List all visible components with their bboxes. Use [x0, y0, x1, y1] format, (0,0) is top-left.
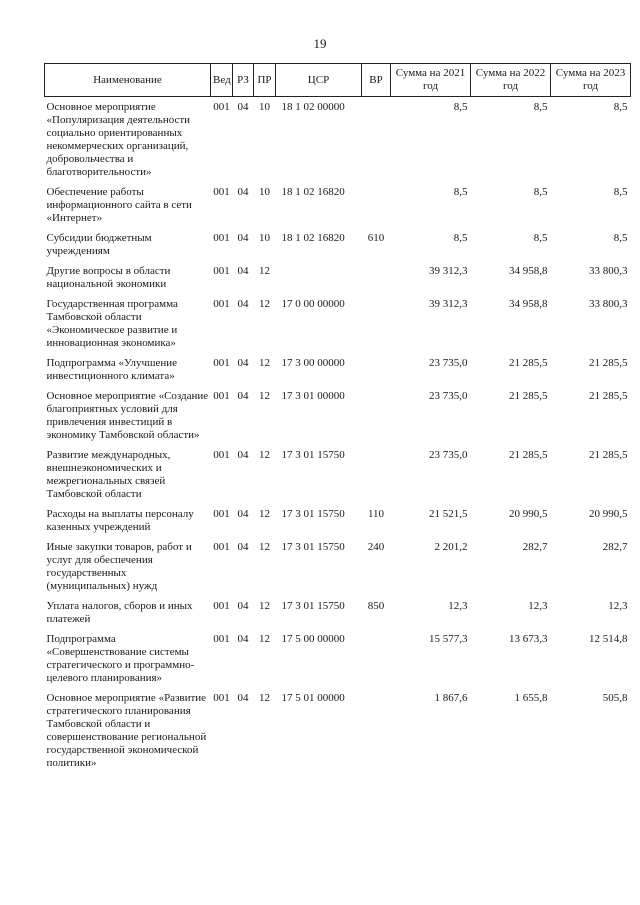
- cell-sum-2023: 21 285,5: [589, 390, 628, 402]
- cell-vr: [362, 688, 391, 773]
- cell-sum-2022: 12,3: [528, 600, 548, 612]
- cell-sum-2023: 505,8: [602, 692, 628, 704]
- cell-rz: 04: [237, 600, 249, 612]
- cell-name: Обеспечение работы информационного сайта в сети «Интернет»: [46, 186, 192, 224]
- cell-name: Подпрограмма «Улучшение инвестиционного климата»: [46, 357, 178, 382]
- cell-sum-2021: 8,5: [453, 101, 468, 113]
- page-number: 19: [313, 36, 327, 51]
- cell-rz: 04: [237, 541, 249, 553]
- cell-name: Развитие международных, внешнеэкономических и межрегиональных связей Тамбовской области: [46, 449, 171, 500]
- cell-ved: 001: [213, 600, 230, 612]
- cell-sum-2023: 12 514,8: [589, 633, 628, 645]
- cell-csr: 17 5 01 00000: [281, 692, 345, 704]
- cell-pr: 12: [259, 357, 270, 369]
- cell-csr: 18 1 02 16820: [281, 186, 345, 198]
- cell-sum-2022: 21 285,5: [509, 357, 548, 369]
- cell-sum-2022: 21 285,5: [509, 449, 548, 461]
- cell-ved: 001: [213, 232, 230, 244]
- cell-sum-2023: 21 285,5: [589, 449, 628, 461]
- cell-vr: 610: [367, 232, 385, 244]
- cell-csr: 17 3 01 15750: [281, 449, 345, 461]
- cell-pr: 12: [259, 600, 270, 612]
- cell-csr: 17 5 00 00000: [281, 633, 345, 645]
- cell-sum-2021: 23 735,0: [429, 390, 468, 402]
- cell-vr: [362, 386, 391, 445]
- cell-csr: 17 0 00 00000: [281, 298, 345, 310]
- cell-sum-2022: 21 285,5: [509, 390, 548, 402]
- cell-sum-2021: 39 312,3: [429, 265, 468, 277]
- cell-rz: 04: [237, 232, 249, 244]
- cell-rz: 04: [237, 633, 249, 645]
- cell-csr: 17 3 01 15750: [281, 600, 345, 612]
- cell-ved: 001: [213, 541, 230, 553]
- cell-vr: [362, 294, 391, 353]
- cell-sum-2022: 20 990,5: [509, 508, 548, 520]
- cell-name: Основное мероприятие «Создание благоприятных условий для привлечения инвестиций в экономику Тамбовской области»: [46, 390, 209, 441]
- cell-sum-2023: 33 800,3: [589, 265, 628, 277]
- cell-name: Расходы на выплаты персоналу казенных учреждений: [46, 508, 194, 533]
- cell-sum-2021: 8,5: [453, 232, 468, 244]
- cell-csr: [276, 261, 362, 294]
- cell-vr: [362, 261, 391, 294]
- cell-rz: 04: [237, 449, 249, 461]
- cell-name: Основное мероприятие «Развитие стратегического планирования Тамбовской области и совершенствование региональной государственной экономической политики»: [46, 692, 207, 769]
- cell-ved: 001: [213, 357, 230, 369]
- cell-sum-2023: 20 990,5: [589, 508, 628, 520]
- table-row: [45, 688, 631, 773]
- table-row: [45, 182, 631, 228]
- cell-sum-2021: 23 735,0: [429, 449, 468, 461]
- cell-sum-2022: 1 655,8: [514, 692, 548, 704]
- cell-vr: [362, 353, 391, 386]
- header-sum-2021: Сумма на 2021 год: [391, 64, 471, 97]
- header-csr: ЦСР: [276, 64, 362, 97]
- cell-vr: 240: [367, 541, 385, 553]
- cell-pr: 12: [259, 633, 270, 645]
- cell-sum-2023: 33 800,3: [589, 298, 628, 310]
- cell-sum-2022: 8,5: [533, 101, 548, 113]
- cell-pr: 12: [259, 692, 270, 704]
- cell-vr: 110: [367, 508, 385, 520]
- table-row: [45, 228, 631, 261]
- cell-ved: 001: [213, 633, 230, 645]
- cell-sum-2021: 21 521,5: [429, 508, 468, 520]
- header-vr: ВР: [362, 64, 391, 97]
- cell-vr: [362, 629, 391, 688]
- cell-csr: 17 3 00 00000: [281, 357, 345, 369]
- cell-rz: 04: [237, 692, 249, 704]
- cell-name: Государственная программа Тамбовской области «Экономическое развитие и инновационная экономика»: [46, 298, 178, 349]
- header-ved: Вед: [211, 64, 233, 97]
- cell-pr: 10: [259, 186, 270, 198]
- cell-csr: 18 1 02 00000: [281, 101, 345, 113]
- cell-sum-2022: 34 958,8: [509, 265, 548, 277]
- cell-ved: 001: [213, 186, 230, 198]
- cell-sum-2021: 1 867,6: [434, 692, 468, 704]
- cell-pr: 10: [259, 101, 270, 113]
- cell-sum-2021: 15 577,3: [429, 633, 468, 645]
- cell-pr: 12: [259, 541, 270, 553]
- cell-pr: 10: [259, 232, 270, 244]
- cell-csr: 18 1 02 16820: [281, 232, 345, 244]
- cell-name: Другие вопросы в области национальной экономики: [46, 265, 171, 290]
- table-row: [45, 629, 631, 688]
- cell-sum-2023: 282,7: [602, 541, 628, 553]
- cell-sum-2022: 13 673,3: [509, 633, 548, 645]
- cell-rz: 04: [237, 508, 249, 520]
- cell-sum-2021: 2 201,2: [434, 541, 468, 553]
- cell-vr: 850: [367, 600, 385, 612]
- table-row: [45, 504, 631, 537]
- table-header: [45, 64, 631, 97]
- cell-sum-2022: 34 958,8: [509, 298, 548, 310]
- cell-sum-2023: 12,3: [608, 600, 628, 612]
- cell-sum-2023: 8,5: [613, 101, 628, 113]
- header-name: Наименование: [45, 64, 211, 97]
- budget-table: [44, 63, 631, 773]
- cell-rz: 04: [237, 101, 249, 113]
- table-row: [45, 596, 631, 629]
- cell-pr: 12: [259, 449, 270, 461]
- cell-sum-2021: 23 735,0: [429, 357, 468, 369]
- cell-rz: 04: [237, 298, 249, 310]
- cell-vr: [362, 97, 391, 183]
- cell-sum-2021: 12,3: [448, 600, 468, 612]
- cell-csr: 17 3 01 00000: [281, 390, 345, 402]
- header-pr: ПР: [254, 64, 276, 97]
- cell-pr: 12: [259, 390, 270, 402]
- cell-ved: 001: [213, 101, 230, 113]
- cell-pr: 12: [259, 265, 270, 277]
- table-row: [45, 386, 631, 445]
- cell-vr: [362, 445, 391, 504]
- cell-sum-2022: 8,5: [533, 186, 548, 198]
- table-row: [45, 97, 631, 183]
- cell-rz: 04: [237, 357, 249, 369]
- cell-vr: [362, 182, 391, 228]
- table-row: [45, 353, 631, 386]
- cell-rz: 04: [237, 186, 249, 198]
- cell-sum-2022: 282,7: [522, 541, 548, 553]
- table-row: [45, 537, 631, 596]
- header-sum-2023: Сумма на 2023 год: [551, 64, 631, 97]
- cell-pr: 12: [259, 298, 270, 310]
- cell-sum-2023: 8,5: [613, 186, 628, 198]
- header-sum-2022: Сумма на 2022 год: [471, 64, 551, 97]
- cell-csr: 17 3 01 15750: [281, 541, 345, 553]
- cell-sum-2023: 21 285,5: [589, 357, 628, 369]
- cell-rz: 04: [237, 390, 249, 402]
- cell-ved: 001: [213, 508, 230, 520]
- cell-ved: 001: [213, 390, 230, 402]
- header-rz: РЗ: [233, 64, 254, 97]
- cell-name: Уплата налогов, сборов и иных платежей: [46, 600, 193, 625]
- cell-name: Субсидии бюджетным учреждениям: [46, 232, 152, 257]
- cell-ved: 001: [213, 265, 230, 277]
- cell-name: Основное мероприятие «Популяризация деятельности социально ориентированных некоммерческих организаций, добровольчества и благотворительности»: [46, 101, 191, 178]
- table-row: [45, 261, 631, 294]
- table-row: [45, 294, 631, 353]
- cell-rz: 04: [237, 265, 249, 277]
- cell-sum-2021: 8,5: [453, 186, 468, 198]
- cell-sum-2021: 39 312,3: [429, 298, 468, 310]
- cell-name: Иные закупки товаров, работ и услуг для обеспечения государственных (муниципальных) нужд: [46, 541, 192, 592]
- cell-sum-2023: 8,5: [613, 232, 628, 244]
- table-body: [45, 97, 631, 774]
- cell-ved: 001: [213, 692, 230, 704]
- table-row: [45, 445, 631, 504]
- cell-ved: 001: [213, 449, 230, 461]
- cell-pr: 12: [259, 508, 270, 520]
- cell-name: Подпрограмма «Совершенствование системы стратегического и программно-целевого планирования»: [46, 633, 195, 684]
- cell-csr: 17 3 01 15750: [281, 508, 345, 520]
- cell-ved: 001: [213, 298, 230, 310]
- cell-sum-2022: 8,5: [533, 232, 548, 244]
